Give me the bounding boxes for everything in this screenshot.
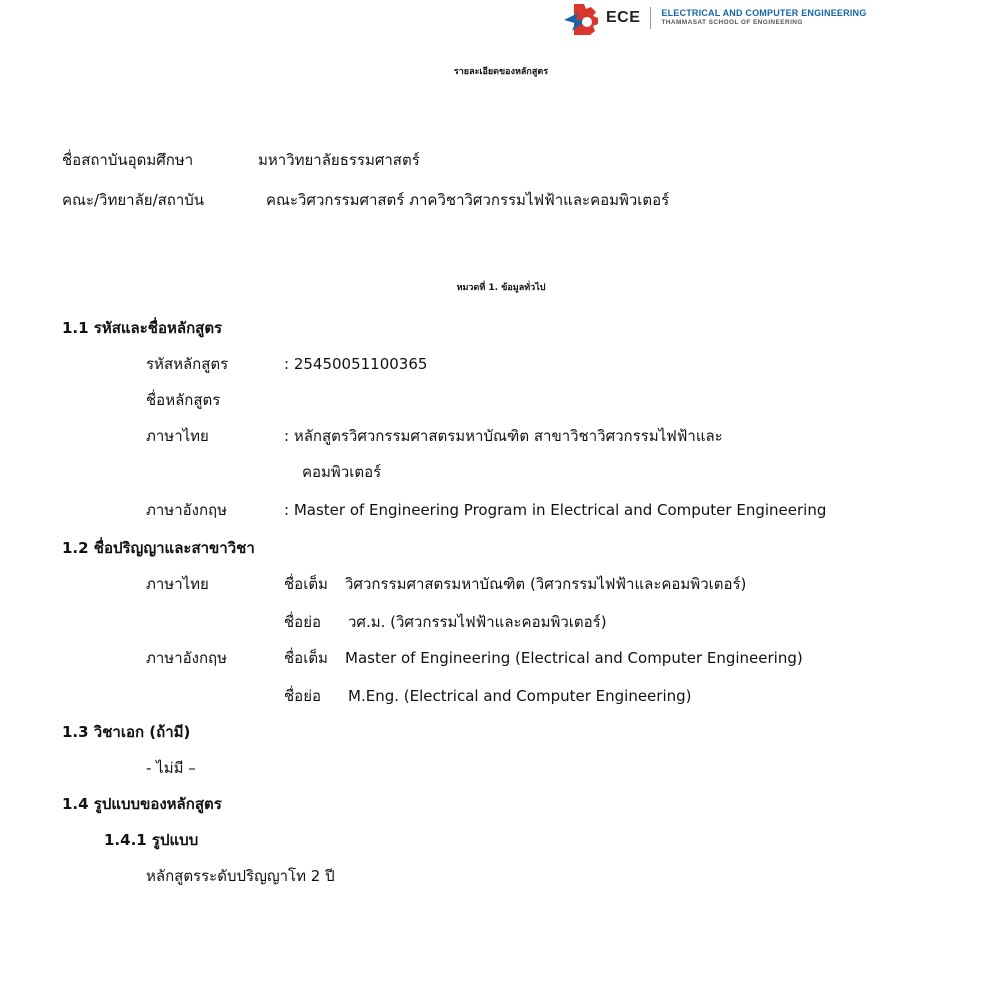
institution-value: มหาวิทยาลัยธรรมศาสตร์ [258,151,420,169]
name-thai-label: ภาษาไทย [146,427,209,445]
format-value: หลักสูตรระดับปริญญาโท 2 ปี [146,867,335,885]
degree-thai-short-value: วศ.ม. (วิศวกรรมไฟฟ้าและคอมพิวเตอร์) [348,613,607,631]
heading-1-4: 1.4 รูปแบบของหลักสูตร [62,795,222,813]
degree-thai-full-value: วิศวกรรมศาสตรมหาบัณฑิต (วิศวกรรมไฟฟ้าและคอมพิวเตอร์) [345,575,747,593]
degree-thai-full-label: ชื่อเต็ม [284,575,328,593]
degree-eng-full-value: Master of Engineering (Electrical and Computer Engineering) [345,649,803,667]
faculty-label: คณะ/วิทยาลัย/สถาบัน [62,191,205,209]
heading-1-3: 1.3 วิชาเอก (ถ้ามี) [62,723,191,741]
name-label: ชื่อหลักสูตร [146,391,221,409]
code-value: : 25450051100365 [284,355,428,373]
degree-thai-short-label: ชื่อย่อ [284,613,321,631]
name-thai-value: : หลักสูตรวิศวกรรมศาสตรมหาบัณฑิต สาขาวิชาวิศวกรรมไฟฟ้าและ [284,427,723,445]
name-eng-value: : Master of Engineering Program in Electrical and Computer Engineering [284,501,827,519]
logo-divider [650,7,651,29]
heading-1-4-1: 1.4.1 รูปแบบ [104,831,199,849]
logo-line2: THAMMASAT SCHOOL OF ENGINEERING [661,19,803,27]
heading-1-1: 1.1 รหัสและชื่อหลักสูตร [62,319,223,337]
gear-logo-icon [560,0,604,36]
logo-ece-text: ECE [606,9,641,26]
logo-line1: ELECTRICAL AND COMPUTER ENGINEERING [661,8,867,19]
degree-eng-short-value: M.Eng. (Electrical and Computer Engineering) [348,687,692,705]
document-title: รายละเอียดของหลักสูตร [453,67,549,77]
degree-thai-label: ภาษาไทย [146,575,209,593]
logo-subtitle [661,9,866,26]
name-eng-label: ภาษาอังกฤษ [146,501,228,519]
faculty-value: คณะวิศวกรรมศาสตร์ ภาควิชาวิศวกรรมไฟฟ้าและคอมพิวเตอร์ [266,191,670,209]
major-value: - ไม่มี – [146,759,196,777]
name-thai-value-cont: คอมพิวเตอร์ [302,463,382,481]
section-title: หมวดที่ 1. ข้อมูลทั่วไป [456,283,546,293]
degree-eng-label: ภาษาอังกฤษ [146,649,228,667]
degree-eng-full-label: ชื่อเต็ม [284,649,328,667]
institution-label: ชื่อสถาบันอุดมศึกษา [62,151,194,169]
heading-1-2: 1.2 ชื่อปริญญาและสาขาวิชา [62,539,255,557]
ece-logo [560,0,866,36]
degree-eng-short-label: ชื่อย่อ [284,687,321,705]
code-label: รหัสหลักสูตร [146,355,229,373]
